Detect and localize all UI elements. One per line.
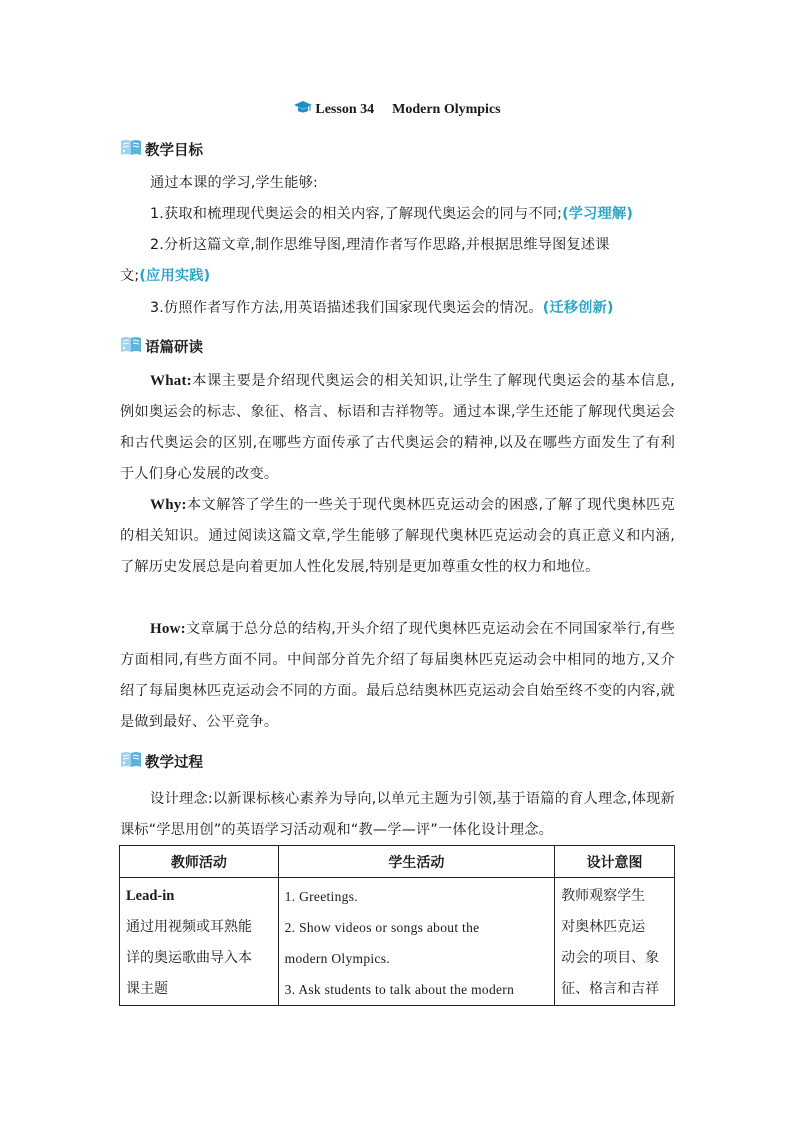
lesson-name: Modern Olympics	[392, 102, 501, 117]
design-paragraph: 设计理念:以新课标核心素养为导向,以单元主题为引领,基于语篇的育人理念,体现新课标“学思用创”的英语学习活动观和“教—学—评”一体化设计理念。	[120, 791, 675, 838]
what-paragraph: What:本课主要是介绍现代奥运会的相关知识,让学生了解现代奥运会的基本信息,例如奥运会的标志、象征、格言、标语和吉祥物等。通过本课,学生还能了解现代奥运会和古代奥运会的区别,在哪些方面传承了古代奥运会的精神,以及在哪些方面发生了有利于人们身心发展的改变。	[120, 373, 675, 482]
lesson-number: Lesson 34	[315, 102, 375, 117]
book-icon	[120, 138, 142, 160]
what-label: What:	[150, 373, 192, 389]
book-icon	[120, 750, 142, 772]
header-design-intent: 设计意图	[555, 846, 675, 878]
header-teacher-activity: 教师活动	[120, 846, 279, 878]
section-process	[120, 750, 203, 772]
how-label: How:	[150, 621, 186, 637]
student-activity-cell: 1. Greetings. 2. Show videos or songs about the modern Olympics. 3. Ask students to talk about the modern	[278, 878, 554, 1006]
goal-item-3: 3.仿照作者写作方法,用英语描述我们国家现代奥运会的情况。(迁移创新)	[150, 300, 614, 316]
goals-intro: 通过本课的学习,学生能够:	[150, 175, 318, 191]
header-student-activity: 学生活动	[278, 846, 554, 878]
table-row	[120, 878, 675, 1006]
how-paragraph: How:文章属于总分总的结构,开头介绍了现代奥林匹克运动会在不同国家举行,有些方面相同,有些方面不同。中间部分首先介绍了每届奥林匹克运动会中相同的地方,又介绍了每届奥林匹克运动会不同的方面。最后总结奥林匹克运动会自始至终不变的内容,就是做到最好、公平竞争。	[120, 621, 675, 730]
goal-tag: (学习理解)	[562, 206, 634, 222]
section-title: 语篇研读	[145, 339, 203, 356]
why-paragraph: Why:本文解答了学生的一些关于现代奥林匹克运动会的困惑,了解了现代奥林匹克的相关知识。通过阅读这篇文章,学生能够了解现代奥林匹克运动会的真正意义和内涵,了解历史发展总是向着更加人性化发展,特别是更加尊重女性的权力和地位。	[120, 497, 675, 575]
teacher-activity-cell: Lead-in 通过用视频或耳熟能 详的奥运歌曲导入本 课主题	[120, 878, 279, 1006]
goal-tag: (迁移创新)	[542, 300, 614, 316]
lead-in-title: Lead-in	[126, 888, 175, 904]
section-title: 教学过程	[145, 754, 203, 771]
goal-item-2-cont: 文;(应用实践)	[120, 268, 211, 284]
why-label: Why:	[150, 497, 187, 513]
activity-table	[119, 845, 675, 1006]
goal-tag: (应用实践)	[139, 268, 211, 284]
book-icon	[120, 335, 142, 357]
lesson-title	[0, 100, 794, 121]
goal-item-2: 2.分析这篇文章,制作思维导图,理清作者写作思路,并根据思维导图复述课	[150, 237, 610, 253]
section-goals	[120, 138, 203, 160]
table-header-row	[120, 846, 675, 878]
design-intent-cell: 教师观察学生 对奥林匹克运 动会的项目、象 征、格言和吉祥	[555, 878, 675, 1006]
graduation-cap-icon	[293, 100, 313, 121]
section-title: 教学目标	[145, 142, 203, 159]
section-analysis	[120, 335, 203, 357]
goal-item-1: 1.获取和梳理现代奥运会的相关内容,了解现代奥运会的同与不同;(学习理解)	[150, 206, 634, 222]
